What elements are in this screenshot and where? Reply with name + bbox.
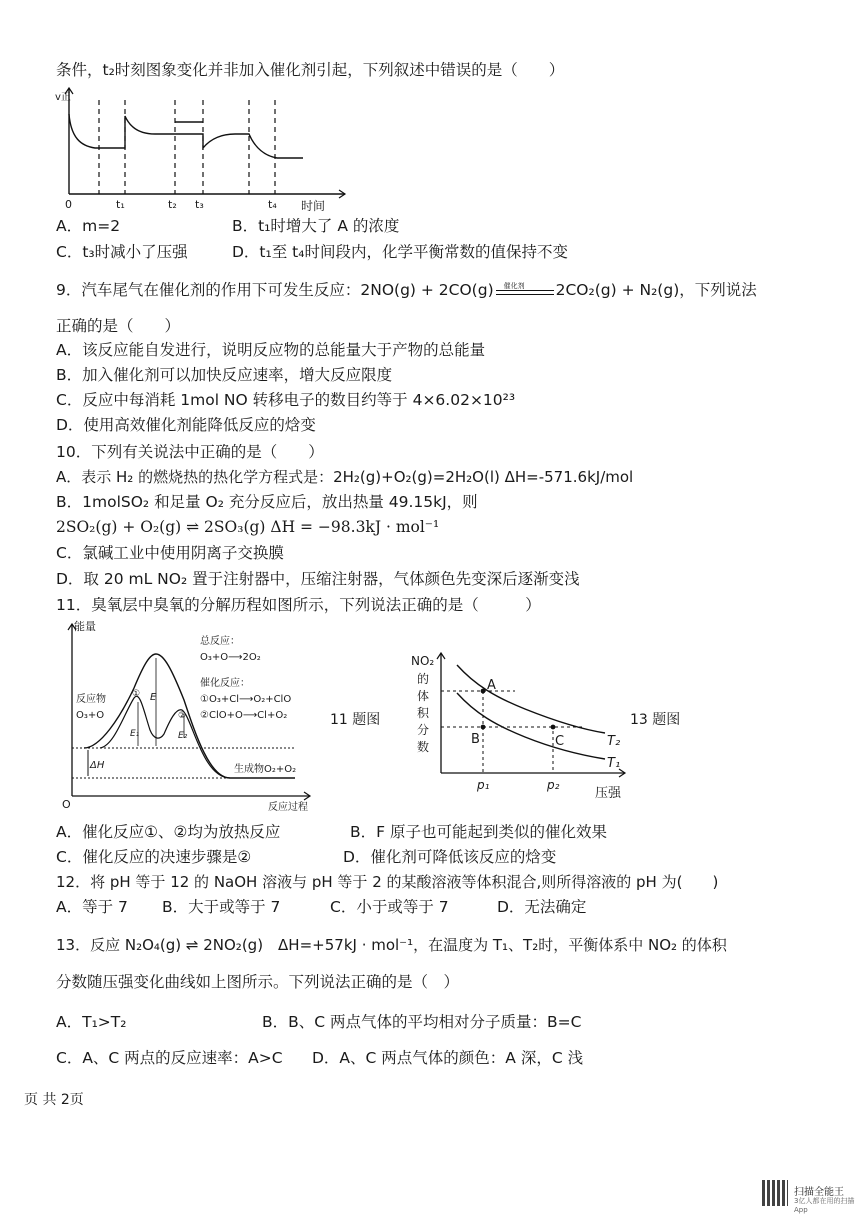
equilibrium-arrow xyxy=(494,282,556,300)
fig11-total-title: 总反应： xyxy=(200,636,240,647)
q12-option-d: D．无法确定 xyxy=(497,898,587,916)
fig13-y-l3: 体 xyxy=(417,689,430,703)
q11-option-c: C．催化反应的决速步骤是② xyxy=(56,848,252,866)
fig11-e: E xyxy=(150,692,157,703)
fig11-caption: 11 题图 xyxy=(330,712,381,728)
fig13-y-l5: 分 xyxy=(417,723,430,737)
fig11-total-eq: O₃+O⟶2O₂ xyxy=(200,652,261,663)
q9-stem-left: 9．汽车尾气在催化剂的作用下可发生反应：2NO(g) + 2CO(g) xyxy=(56,281,494,299)
fig13-t2: T₂ xyxy=(607,734,621,749)
q9-option-b: B．加入催化剂可以加快反应速率，增大反应限度 xyxy=(56,366,393,384)
graph-y-label: v正 xyxy=(55,92,71,103)
q10-option-b-equation: 2SO₂(g) + O₂(g) ⇌ 2SO₃(g) ΔH = −98.3kJ · mol⁻¹ xyxy=(56,518,440,536)
fig11-cat-title: 催化反应： xyxy=(200,678,250,689)
fig13-t1: T₁ xyxy=(607,756,621,771)
qr-code-icon xyxy=(762,1180,788,1206)
q11-option-d: D．催化剂可降低该反应的焓变 xyxy=(343,848,557,866)
q11-option-b: B．F 原子也可能起到类似的催化效果 xyxy=(350,823,607,841)
q9-stem xyxy=(56,280,757,300)
fig13-y-l4: 积 xyxy=(417,706,430,720)
fig13-y-l6: 数 xyxy=(417,740,430,754)
q10-option-b: B．1molSO₂ 和足量 O₂ 充分反应后，放出热量 49.15kJ，则 xyxy=(56,493,478,511)
q13-option-c: C．A、C 两点的反应速率：A>C xyxy=(56,1049,283,1067)
figure-11-energy-diagram xyxy=(60,618,325,814)
q10-option-a: A．表示 H₂ 的燃烧热的热化学方程式是：2H₂(g)+O₂(g)=2H₂O(l) ΔH=-571.6kJ/mol xyxy=(56,468,634,486)
q12-stem: 12．将 pH 等于 12 的 NaOH 溶液与 pH 等于 2 的某酸溶液等体积混合,则所得溶液的 pH 为( ) xyxy=(56,873,719,891)
q13-stem: 13．反应 N₂O₄(g) ⇌ 2NO₂(g) ΔH=+57kJ · mol⁻¹，在温度为 T₁、T₂时，平衡体系中 NO₂ 的体积 xyxy=(56,936,727,954)
q10-option-c: C．氯碱工业中使用阴离子交换膜 xyxy=(56,544,284,562)
q13-option-d: D．A、C 两点气体的颜色：A 深，C 浅 xyxy=(312,1049,584,1067)
fig11-y-label: 能量 xyxy=(74,620,96,633)
q9-option-c: C．反应中每消耗 1mol NO 转移电子的数目约等于 4×6.02×10²³ xyxy=(56,391,516,409)
q8-option-d: D．t₁至 t₄时间段内，化学平衡常数的值保持不变 xyxy=(232,243,568,261)
fig11-mark-2: ② xyxy=(178,711,187,721)
q12-option-a: A．等于 7 xyxy=(56,898,128,916)
q10-stem: 10．下列有关说法中正确的是（ ） xyxy=(56,443,324,461)
q9-stem2: 正确的是（ ） xyxy=(56,317,181,335)
fig13-point-a: A xyxy=(487,678,496,693)
fig13-p2: p₂ xyxy=(547,778,560,792)
fig11-reactant-formula: O₃+O xyxy=(76,710,105,721)
q8-stem: 条件，t₂时刻图象变化并非加入催化剂引起，下列叙述中错误的是（ ） xyxy=(56,61,565,79)
scanner-watermark-sub: 3亿人都在用的扫描App xyxy=(794,1197,855,1214)
fig11-cat-2: ②ClO+O⟶Cl+O₂ xyxy=(200,710,288,721)
q11-option-a: A．催化反应①、②均为放热反应 xyxy=(56,823,281,841)
fig13-caption: 13 题图 xyxy=(630,712,681,728)
q13-stem2: 分数随压强变化曲线如上图所示。下列说法正确的是（ ） xyxy=(56,973,460,991)
fig13-p1: p₁ xyxy=(477,778,490,792)
q8-rate-time-graph xyxy=(55,86,355,214)
fig11-e1: E₁ xyxy=(130,729,140,739)
fig11-origin: O xyxy=(62,798,71,811)
q10-option-d: D．取 20 mL NO₂ 置于注射器中，压缩注射器，气体颜色先变深后逐渐变浅 xyxy=(56,570,580,588)
fig13-point-c: C xyxy=(555,734,565,749)
graph-tick-t4: t₄ xyxy=(268,198,277,211)
fig11-e2: E₂ xyxy=(178,731,188,741)
fig11-cat-1: ①O₃+Cl⟶O₂+ClO xyxy=(200,694,292,705)
q8-option-b: B．t₁时增大了 A 的浓度 xyxy=(232,217,400,235)
graph-origin: 0 xyxy=(65,198,72,211)
q9-option-a: A．该反应能自发进行，说明反应物的总能量大于产物的总能量 xyxy=(56,341,486,359)
fig13-y-l1: NO₂ xyxy=(411,654,435,668)
fig11-dh: ΔH xyxy=(90,760,105,771)
graph-tick-t1: t₁ xyxy=(116,198,125,211)
fig11-product: 生成物O₂+O₂ xyxy=(234,764,297,775)
q9-option-d: D．使用高效催化剂能降低反应的焓变 xyxy=(56,416,316,434)
fig11-mark-1: ① xyxy=(132,689,141,699)
fig11-x-label: 反应过程 xyxy=(268,802,308,813)
figure-13-graph xyxy=(405,645,635,803)
q8-option-a: A．m=2 xyxy=(56,217,121,235)
q11-stem: 11．臭氧层中臭氧的分解历程如图所示，下列说法正确的是（ ） xyxy=(56,596,541,614)
q12-option-c: C．小于或等于 7 xyxy=(330,898,449,916)
fig11-reactant: 反应物 xyxy=(76,694,106,705)
q9-stem-right: 2CO₂(g) + N₂(g)，下列说法 xyxy=(555,281,757,299)
q13-option-a: A．T₁>T₂ xyxy=(56,1013,127,1031)
catalyst-label: 催化剂 xyxy=(503,281,525,290)
q12-option-b: B．大于或等于 7 xyxy=(162,898,281,916)
q13-option-b: B．B、C 两点气体的平均相对分子质量：B=C xyxy=(262,1013,582,1031)
graph-tick-t3: t₃ xyxy=(195,198,204,211)
graph-x-label: 时间 xyxy=(301,199,326,213)
fig13-point-b: B xyxy=(471,732,480,747)
q8-option-c: C．t₃时减小了压强 xyxy=(56,243,188,261)
fig13-x-label: 压强 xyxy=(595,786,622,801)
fig13-y-l2: 的 xyxy=(417,672,430,686)
page-footer: 页 共 2页 xyxy=(24,1092,84,1108)
scanner-watermark: 扫描全能王 xyxy=(794,1187,844,1198)
graph-tick-t2: t₂ xyxy=(168,198,177,211)
